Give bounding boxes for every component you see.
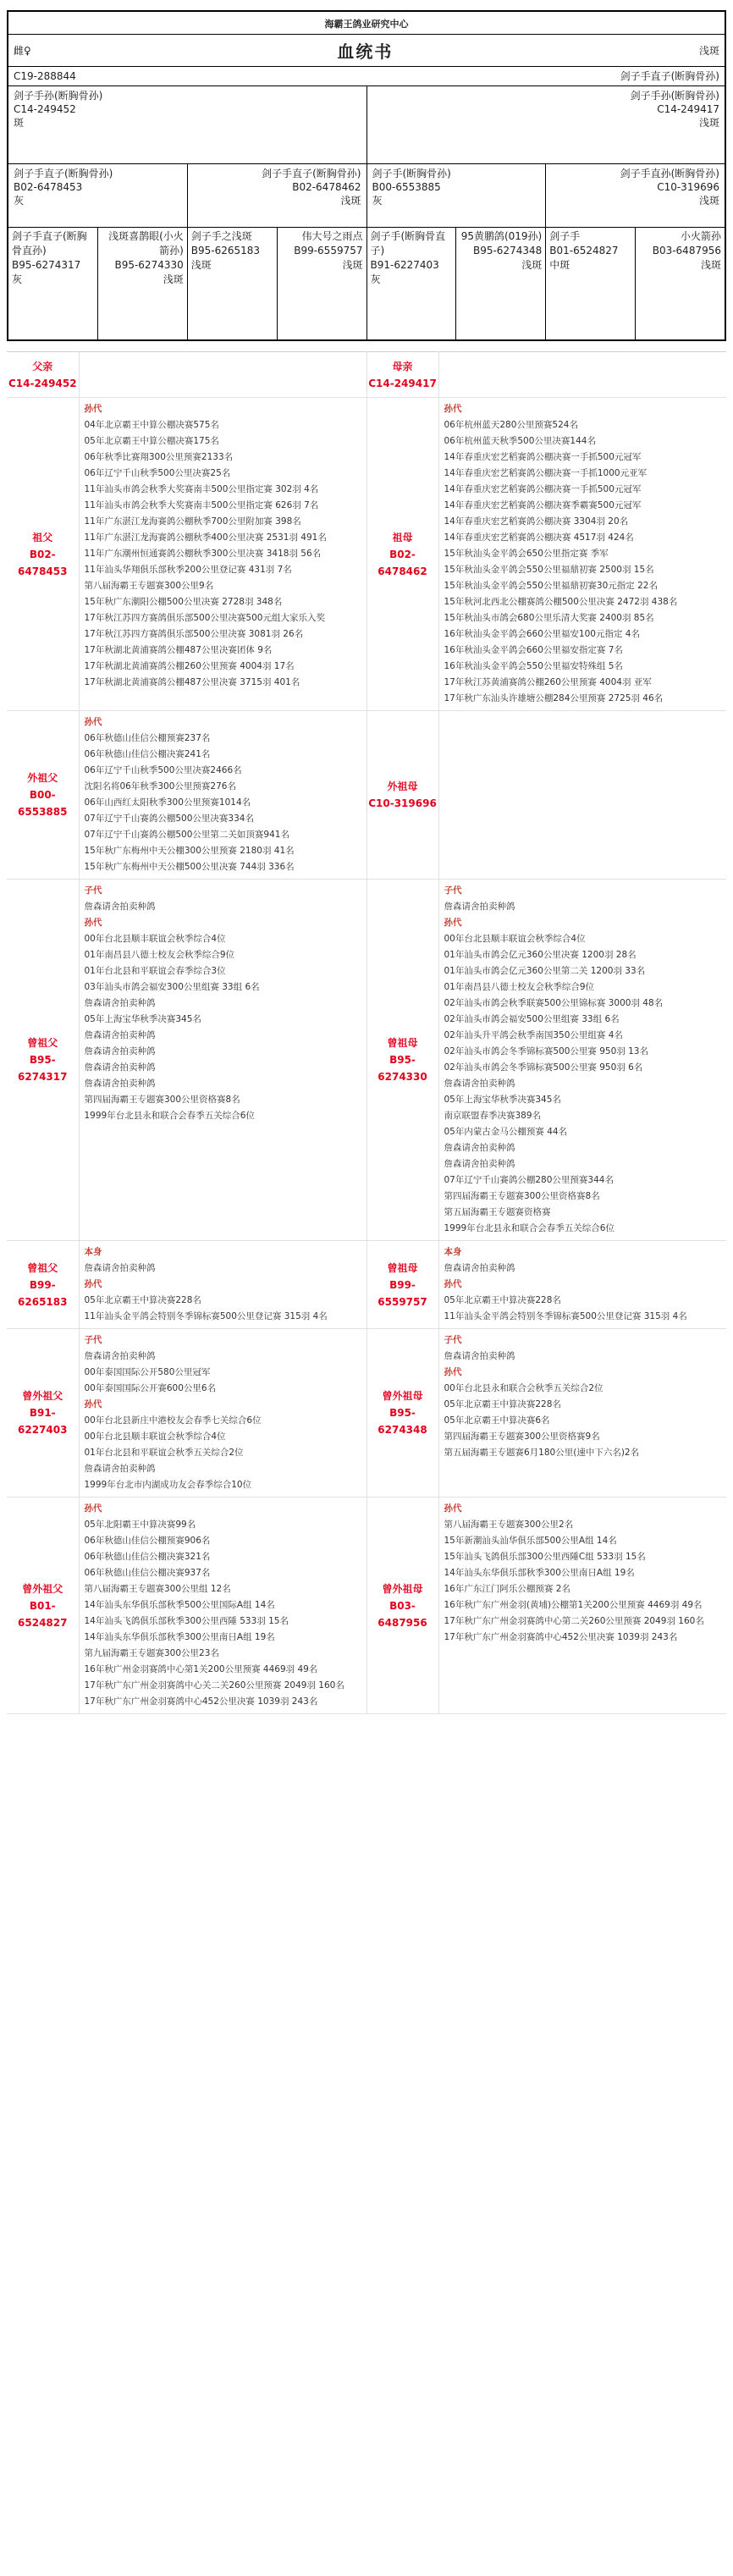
ancestor-ring: B95-6274317 bbox=[18, 1054, 68, 1083]
race-record: 07年辽宁千山赛鸽公棚280公里预赛344名 bbox=[444, 1175, 614, 1185]
race-record: 03年汕头市鸽会福安300公里组赛 33组 6名 bbox=[84, 982, 260, 992]
race-record: 詹森请舍拍卖种鸽 bbox=[84, 1464, 156, 1474]
race-record: 14年春重庆宏艺稻赛鸽公棚决赛季霸赛500元冠军 bbox=[444, 500, 642, 510]
ancestor-ring: B95-6274348 bbox=[472, 245, 543, 256]
ancestor-label: 曾外祖父 bbox=[22, 1390, 63, 1402]
page-title: 血统书 bbox=[337, 41, 394, 62]
ancestor-row bbox=[7, 1329, 726, 1498]
race-record: 14年春重庆宏艺稻赛鸽公棚决赛 3304羽 20名 bbox=[444, 516, 629, 527]
title-bar bbox=[8, 35, 725, 66]
race-record: 00年台北县新庄中港校友会春季七关综合6位 bbox=[84, 1415, 262, 1426]
race-records bbox=[438, 880, 726, 1241]
race-record: 02年汕头市鸽会冬季锦标赛500公里赛 950羽 13名 bbox=[444, 1046, 648, 1056]
race-record: 06年山西红太阳秋季300公里预赛1014名 bbox=[84, 797, 251, 808]
ancestor-ring: B91-6227403 bbox=[18, 1407, 68, 1436]
race-record: 02年汕头市鸽会福安500公里组赛 33组 6名 bbox=[444, 1014, 620, 1024]
race-record: 17年秋广东广州金羽赛鸽中心第二关260公里预赛 2049羽 160名 bbox=[444, 1616, 704, 1626]
race-record: 14年春重庆宏艺稻赛鸽公棚决赛 4517羽 424名 bbox=[444, 532, 634, 543]
g3-cell bbox=[366, 164, 546, 227]
sex-label: 雌♀ bbox=[14, 45, 31, 57]
ancestor-color: 浅斑 bbox=[163, 273, 184, 285]
race-record: 15年秋汕头金平鸽会550公里福鼎初赛30元指定 22名 bbox=[444, 581, 658, 591]
race-record: 11年汕头金平鸽会特别冬季锦标赛500公里登记赛 315羽 4名 bbox=[84, 1311, 328, 1321]
mother-ring: C14-249417 bbox=[368, 377, 437, 389]
ancestor-label: 曾祖父 bbox=[27, 1261, 58, 1274]
race-record: 詹森请舍拍卖种鸽 bbox=[84, 1078, 156, 1089]
ancestor-name: 浅斑喜鹊眼(小火箭孙) bbox=[108, 230, 184, 256]
ancestor-label-cell bbox=[7, 880, 79, 1241]
ancestor-ring: B03-6487956 bbox=[378, 1599, 427, 1629]
race-record: 05年北京霸王中算决赛228名 bbox=[444, 1295, 561, 1305]
record-section-heading: 本身 bbox=[84, 1247, 102, 1257]
ancestor-ring: B02-6478453 bbox=[14, 181, 83, 193]
ancestor-label-cell bbox=[366, 1329, 438, 1498]
race-record: 07年辽宁千山赛鸽公棚500公里第二关如顶赛941名 bbox=[84, 830, 289, 840]
ancestor-label-cell bbox=[366, 880, 438, 1241]
dam-name: 剑子手孙(断胸骨孙) bbox=[630, 90, 719, 102]
race-record: 05年上海宝华秋季决赛345名 bbox=[84, 1014, 201, 1024]
g3-cell bbox=[187, 164, 366, 227]
record-section-heading: 子代 bbox=[444, 885, 462, 896]
ancestor-label-cell bbox=[7, 1241, 79, 1329]
ancestor-color: 浅斑 bbox=[698, 195, 719, 207]
race-record: 1999年台北县永和联合会春季五关综合6位 bbox=[84, 1111, 255, 1121]
race-record: 1999年台北县永和联合会春季五关综合6位 bbox=[444, 1223, 615, 1233]
performance-table bbox=[7, 351, 726, 1714]
g3-cell bbox=[545, 164, 725, 227]
race-records bbox=[79, 1329, 366, 1498]
ancestor-label: 曾祖母 bbox=[387, 1261, 418, 1274]
race-record: 15年秋汕头市鸽会680公里乐清大奖赛 2400羽 85名 bbox=[444, 613, 654, 623]
ancestor-name: 剑子手(断胸骨孙) bbox=[372, 168, 451, 179]
father-ring: C14-249452 bbox=[8, 377, 77, 389]
race-record: 11年汕头市鸽会秋季大奖赛南丰500公里指定赛 626羽 7名 bbox=[84, 500, 319, 510]
race-record: 17年秋湖北黄浦赛鸽公棚487公里决赛团体 9名 bbox=[84, 645, 273, 655]
ancestor-ring: B91-6227403 bbox=[370, 259, 439, 271]
ancestor-color: 浅斑 bbox=[190, 259, 212, 271]
ancestor-ring: B01-6524827 bbox=[549, 245, 619, 256]
ancestor-ring: B95-6265183 bbox=[190, 245, 261, 256]
race-record: 沈阳名将06年秋季300公里预赛276名 bbox=[84, 781, 236, 792]
ancestor-row bbox=[7, 880, 726, 1241]
record-section-heading: 孙代 bbox=[444, 404, 462, 414]
ancestor-label: 外祖父 bbox=[27, 772, 58, 784]
ancestor-label: 曾外祖父 bbox=[22, 1582, 63, 1595]
mother-label: 母亲 bbox=[392, 360, 413, 372]
race-record: 00年泰国国际公开580公里冠军 bbox=[84, 1367, 211, 1377]
race-record: 06年秋季比赛翔300公里预赛2133名 bbox=[84, 452, 234, 462]
ancestor-label: 祖母 bbox=[392, 531, 413, 543]
race-record: 02年汕头市鸽会冬季锦标赛500公里赛 950羽 6名 bbox=[444, 1062, 643, 1073]
race-record: 01年台北县和平联谊会春季综合3位 bbox=[84, 966, 226, 976]
race-record: 05年北阳霸王中算决赛99名 bbox=[84, 1520, 196, 1530]
father-label-cell bbox=[7, 352, 79, 398]
ancestor-ring: B01-6524827 bbox=[18, 1599, 68, 1629]
ancestor-ring: C10-319696 bbox=[657, 181, 719, 193]
race-record: 06年杭州蓝天秋季500公里决赛144名 bbox=[444, 436, 596, 446]
ancestor-row bbox=[7, 398, 726, 711]
race-record: 15年汕头飞鸽俱乐部300公里西陲C组 533羽 15名 bbox=[444, 1552, 646, 1562]
race-record: 16年秋广东广州金羽(黄埔)公棚第1关200公里预赛 4469羽 49名 bbox=[444, 1600, 703, 1610]
ancestor-ring: B03-6487956 bbox=[652, 245, 721, 256]
sire-ring: C14-249452 bbox=[14, 103, 76, 115]
race-record: 詹森请舍拍卖种鸽 bbox=[84, 902, 156, 912]
race-record: 05年上海宝华秋季决赛345名 bbox=[444, 1095, 561, 1105]
race-record: 第八届海霸王专题赛300公里组 12名 bbox=[84, 1584, 231, 1594]
bird-ring: C19-288844 bbox=[14, 70, 76, 82]
race-record: 16年秋汕头金平鸽会660公里福安指定赛 7名 bbox=[444, 645, 623, 655]
race-records bbox=[79, 880, 366, 1241]
race-record: 17年秋湖北黄浦赛鸽公棚487公里决赛 3715羽 401名 bbox=[84, 677, 300, 687]
ancestor-ring: B02-6478462 bbox=[292, 181, 361, 193]
race-record: 17年秋江苏四方赛鸽俱乐部500公里决赛 3081羽 26名 bbox=[84, 629, 304, 639]
race-record: 詹森请舍拍卖种鸽 bbox=[444, 902, 515, 912]
race-records bbox=[79, 1498, 366, 1714]
race-record: 15年秋汕头金平鸽会650公里指定赛 季军 bbox=[444, 549, 609, 559]
race-record: 17年秋广东广州金羽赛鸽中心452公里决赛 1039羽 243名 bbox=[444, 1632, 678, 1642]
race-record: 05年北京霸王中算决赛6名 bbox=[444, 1415, 550, 1426]
ancestor-ring: B02-6478453 bbox=[18, 548, 68, 577]
g4-cell bbox=[277, 228, 366, 339]
race-record: 04年北京霸王中算公棚决赛575名 bbox=[84, 420, 219, 430]
race-record: 14年汕头飞鸽俱乐部秋季300公里西陲 533羽 15名 bbox=[84, 1616, 289, 1626]
race-record: 15年秋广东梅州中天公棚300公里预赛 2180羽 41名 bbox=[84, 846, 295, 856]
ancestor-label: 曾祖父 bbox=[27, 1037, 58, 1049]
race-record: 11年汕头市鸽会秋季大奖赛南丰500公里指定赛 302羽 4名 bbox=[84, 484, 319, 494]
race-record: 06年秋德山佳信公棚决赛321名 bbox=[84, 1552, 211, 1562]
race-record: 06年杭州蓝天280公里预赛524名 bbox=[444, 420, 578, 430]
race-record: 14年汕头东华俱乐部秋季300公里南日A组 19名 bbox=[84, 1632, 275, 1642]
father-label: 父亲 bbox=[32, 360, 53, 372]
race-record: 詹森请舍拍卖种鸽 bbox=[84, 1062, 156, 1073]
race-record: 11年广东潮州恒通赛鸽公棚秋季300公里决赛 3418羽 56名 bbox=[84, 549, 322, 559]
g4-cell bbox=[187, 228, 277, 339]
record-section-heading: 孙代 bbox=[84, 717, 102, 727]
race-record: 14年春重庆宏艺稻赛鸽公棚决赛一手抓500元冠军 bbox=[444, 452, 642, 462]
race-record: 05年北京霸王中算决赛228名 bbox=[444, 1399, 561, 1409]
g4-cell bbox=[545, 228, 635, 339]
race-record: 06年秋德山佳信公棚决赛937名 bbox=[84, 1568, 211, 1578]
race-record: 16年秋广州金羽赛鸽中心第1关200公里预赛 4469羽 49名 bbox=[84, 1664, 318, 1674]
record-section-heading: 本身 bbox=[444, 1247, 462, 1257]
race-records bbox=[79, 398, 366, 711]
ancestor-ring: B99-6559757 bbox=[294, 245, 363, 256]
race-record: 07年辽宁千山赛鸽公棚500公里决赛334名 bbox=[84, 814, 254, 824]
race-records bbox=[438, 1498, 726, 1714]
race-record: 14年春重庆宏艺稻赛鸽公棚决赛一手抓500元冠军 bbox=[444, 484, 642, 494]
ancestor-ring: B95-6274330 bbox=[114, 259, 184, 271]
ancestor-color: 灰 bbox=[14, 195, 25, 207]
race-record: 第五届海霸王专题赛6月180公里(速中下六名)2名 bbox=[444, 1448, 640, 1458]
race-record: 第四届海霸王专题赛300公里资格赛8名 bbox=[444, 1191, 600, 1201]
race-record: 11年汕头华翔俱乐部秋季200公里登记赛 431羽 7名 bbox=[84, 565, 292, 575]
sire-color: 斑 bbox=[14, 117, 25, 129]
ancestor-color: 浅斑 bbox=[340, 195, 361, 207]
ancestor-ring: B00-6553885 bbox=[372, 181, 441, 193]
race-record: 11年广东湛江龙海赛鸽公棚秋季700公里附加赛 398名 bbox=[84, 516, 301, 527]
race-record: 00年台北县顺丰联谊会秋季综合4位 bbox=[444, 934, 586, 944]
race-record: 詹森请舍拍卖种鸽 bbox=[444, 1159, 515, 1169]
race-record: 17年秋广东广州金羽赛鸽中心452公里决赛 1039羽 243名 bbox=[84, 1696, 318, 1707]
ancestor-color: 灰 bbox=[370, 273, 381, 285]
race-record: 詹森请舍拍卖种鸽 bbox=[444, 1351, 515, 1361]
record-section-heading: 孙代 bbox=[84, 1279, 102, 1289]
ancestor-label-cell bbox=[7, 711, 79, 880]
race-record: 17年秋湖北黄浦赛鸽公棚260公里预赛 4004羽 17名 bbox=[84, 661, 295, 671]
ancestor-color: 浅斑 bbox=[342, 259, 363, 271]
ancestor-label: 曾外祖母 bbox=[382, 1390, 423, 1402]
ancestor-label-cell bbox=[366, 1498, 438, 1714]
ancestor-label: 曾祖母 bbox=[387, 1037, 418, 1049]
record-section-heading: 子代 bbox=[444, 1335, 462, 1345]
race-record: 01年汕头市鸽会亿元360公里决赛 1200羽 28名 bbox=[444, 950, 637, 960]
ancestor-row bbox=[7, 1498, 726, 1714]
ancestor-label-cell bbox=[7, 1329, 79, 1498]
race-record: 詹森请舍拍卖种鸽 bbox=[444, 1143, 515, 1153]
race-records bbox=[438, 711, 726, 880]
race-record: 00年台北县顺丰联谊会秋季综合4位 bbox=[84, 934, 226, 944]
g4-cell bbox=[455, 228, 545, 339]
race-record: 06年秋德山佳信公棚预赛906名 bbox=[84, 1536, 211, 1546]
ancestor-name: 剑子手直子(断胸骨孙) bbox=[262, 168, 361, 179]
ancestor-label-cell bbox=[366, 398, 438, 711]
race-record: 14年春重庆宏艺稻赛鸽公棚决赛一手抓1000元亚军 bbox=[444, 468, 648, 478]
race-record: 15年新潮汕头汕华俱乐部500公里A组 14名 bbox=[444, 1536, 617, 1546]
race-record: 第八届海霸王专题赛300公里9名 bbox=[84, 581, 214, 591]
record-section-heading: 子代 bbox=[84, 885, 102, 896]
race-record: 15年秋广东潮阳公棚500公里决赛 2728羽 348名 bbox=[84, 597, 283, 607]
record-section-heading: 孙代 bbox=[444, 1279, 462, 1289]
father-records bbox=[79, 352, 366, 398]
ancestor-name: 95黄鹏鸽(019孙) bbox=[460, 230, 543, 242]
race-record: 01年南昌县八德士校友会秋季综合9位 bbox=[84, 950, 235, 960]
race-record: 00年泰国国际公开赛600公里6名 bbox=[84, 1383, 217, 1393]
ancestor-ring: B95-6274317 bbox=[12, 259, 81, 271]
race-record: 詹森请舍拍卖种鸽 bbox=[444, 1263, 515, 1273]
record-section-heading: 孙代 bbox=[84, 918, 102, 928]
ancestor-label-cell bbox=[366, 711, 438, 880]
g4-cell bbox=[8, 228, 97, 339]
ancestor-color: 浅斑 bbox=[700, 259, 721, 271]
ancestor-ring: C10-319696 bbox=[368, 797, 437, 809]
race-record: 11年汕头金平鸽会特别冬季锦标赛500公里登记赛 315羽 4名 bbox=[444, 1311, 687, 1321]
race-record: 第四届海霸王专题赛300公里资格赛8名 bbox=[84, 1095, 240, 1105]
race-record: 17年秋广东广州金羽赛鸽中心关二关260公里预赛 2049羽 160名 bbox=[84, 1680, 344, 1691]
ancestor-color: 浅斑 bbox=[521, 259, 543, 271]
ancestor-label-cell bbox=[7, 1498, 79, 1714]
ancestor-label: 曾外祖母 bbox=[382, 1582, 423, 1595]
ancestor-row bbox=[7, 1241, 726, 1329]
ancestor-label-cell bbox=[366, 1241, 438, 1329]
ancestor-color: 中斑 bbox=[549, 259, 570, 271]
record-section-heading: 孙代 bbox=[84, 404, 102, 414]
bird-sire-name: 剑子手直子(断胸骨孙) bbox=[620, 70, 719, 82]
race-record: 詹森请舍拍卖种鸽 bbox=[84, 1351, 156, 1361]
ancestor-ring: B02-6478462 bbox=[378, 548, 427, 577]
bird-color: 浅斑 bbox=[698, 45, 719, 57]
g4-cell bbox=[97, 228, 187, 339]
ancestor-ring: B95-6274348 bbox=[378, 1407, 427, 1436]
race-record: 05年北京霸王中算公棚决赛175名 bbox=[84, 436, 219, 446]
race-record: 06年秋德山佳信公棚预赛237名 bbox=[84, 733, 211, 743]
race-record: 詹森请舍拍卖种鸽 bbox=[84, 1046, 156, 1056]
race-record: 06年辽宁千山秋季500公里决赛2466名 bbox=[84, 765, 242, 775]
ancestor-color: 灰 bbox=[372, 195, 383, 207]
record-section-heading: 孙代 bbox=[84, 1399, 102, 1409]
race-records bbox=[79, 1241, 366, 1329]
ancestor-name: 剑子手之浅斑 bbox=[190, 230, 252, 242]
record-section-heading: 孙代 bbox=[444, 1367, 462, 1377]
g4-cell bbox=[366, 228, 456, 339]
race-record: 詹森请舍拍卖种鸽 bbox=[84, 998, 156, 1008]
ancestor-label: 外祖母 bbox=[387, 781, 418, 792]
race-record: 15年秋河北西北公棚赛鸽公棚500公里决赛 2472羽 438名 bbox=[444, 597, 678, 607]
race-record: 詹森请舍拍卖种鸽 bbox=[444, 1078, 515, 1089]
race-record: 05年内蒙古金马公棚预赛 44名 bbox=[444, 1127, 568, 1137]
race-record: 14年汕头东华俱乐部秋季500公里国际A组 14名 bbox=[84, 1600, 275, 1610]
pedigree-chart bbox=[7, 10, 726, 341]
bird-row bbox=[8, 67, 725, 85]
race-record: 11年广东湛江龙海赛鸽公棚秋季400公里决赛 2531羽 491名 bbox=[84, 532, 327, 543]
ancestor-name: 剑子手直子(断胸骨孙) bbox=[14, 168, 113, 179]
record-section-heading: 孙代 bbox=[84, 1503, 102, 1514]
race-record: 15年秋汕头金平鸽会550公里福鼎初赛 2500羽 15名 bbox=[444, 565, 654, 575]
g4-cell bbox=[635, 228, 725, 339]
race-record: 01年台北县和平联谊会秋季五关综合2位 bbox=[84, 1448, 244, 1458]
race-records bbox=[79, 711, 366, 880]
ancestor-name: 剑子手 bbox=[549, 230, 581, 242]
race-record: 15年秋广东梅州中天公棚500公里决赛 744羽 336名 bbox=[84, 862, 295, 872]
dam-color: 浅斑 bbox=[698, 117, 719, 129]
race-record: 17年秋江苏四方赛鸽俱乐部500公里决赛500元组大家乐入奖 bbox=[84, 613, 325, 623]
race-record: 第五届海霸王专题赛资格赛 bbox=[444, 1207, 551, 1217]
ancestor-name: 剑子手直子(断胸骨直孙) bbox=[12, 230, 87, 256]
race-record: 06年辽宁千山秋季500公里决赛25名 bbox=[84, 468, 231, 478]
ancestor-ring: B99-6265183 bbox=[18, 1278, 68, 1308]
sire-cell bbox=[8, 86, 366, 163]
race-record: 01年南昌县八德士校友会秋季综合9位 bbox=[444, 982, 595, 992]
ancestor-name: 小火箭孙 bbox=[680, 230, 721, 242]
ancestor-name: 伟大号之雨点 bbox=[301, 230, 363, 242]
dam-cell bbox=[366, 86, 725, 163]
ancestor-name: 剑子手直孙(断胸骨孙) bbox=[620, 168, 719, 179]
race-record: 02年汕头升平鸽会秋季南国350公里组赛 4名 bbox=[444, 1030, 623, 1040]
mother-label-cell bbox=[366, 352, 438, 398]
record-section-heading: 孙代 bbox=[444, 918, 462, 928]
race-record: 06年秋德山佳信公棚决赛241名 bbox=[84, 749, 211, 759]
race-record: 16年秋汕头金平鸽会550公里福安特殊组 5名 bbox=[444, 661, 623, 671]
ancestor-ring: B95-6274330 bbox=[378, 1054, 427, 1083]
org-name: 海霸王鸽业研究中心 bbox=[324, 19, 409, 30]
race-records bbox=[438, 1241, 726, 1329]
race-records bbox=[438, 398, 726, 711]
race-record: 17年秋广东汕头许雄塘公棚284公里预赛 2725羽 46名 bbox=[444, 693, 664, 703]
race-record: 詹森请舍拍卖种鸽 bbox=[84, 1030, 156, 1040]
race-record: 00年台北县顺丰联谊会秋季综合4位 bbox=[84, 1431, 226, 1442]
race-record: 05年北京霸王中算决赛228名 bbox=[84, 1295, 201, 1305]
record-section-heading: 子代 bbox=[84, 1335, 102, 1345]
race-record: 16年秋汕头金平鸽会660公里福安100元指定 4名 bbox=[444, 629, 640, 639]
race-record: 01年汕头市鸽会亿元360公里第二关 1200羽 33名 bbox=[444, 966, 646, 976]
ancestor-ring: B00-6553885 bbox=[18, 789, 68, 818]
ancestor-name: 剑子手(断胸骨直子) bbox=[370, 230, 446, 256]
mother-records bbox=[438, 352, 726, 398]
race-record: 17年秋江苏黄浦赛鸽公棚260公里预赛 4004羽 亚军 bbox=[444, 677, 652, 687]
ancestor-ring: B99-6559757 bbox=[378, 1278, 427, 1308]
race-record: 第九届海霸王专题赛300公里23名 bbox=[84, 1648, 219, 1658]
g3-cell bbox=[8, 164, 187, 227]
ancestor-row bbox=[7, 711, 726, 880]
ancestor-label-cell bbox=[7, 398, 79, 711]
record-section-heading: 孙代 bbox=[444, 1503, 462, 1514]
race-records bbox=[438, 1329, 726, 1498]
race-record: 1999年台北市内湖成功友会春季综合10位 bbox=[84, 1480, 252, 1490]
race-record: 第八届海霸王专题赛300公里2名 bbox=[444, 1520, 574, 1530]
dam-ring: C14-249417 bbox=[657, 103, 719, 115]
race-record: 14年汕头东华俱乐部秋季300公里南日A组 19名 bbox=[444, 1568, 635, 1578]
parents-row bbox=[7, 352, 726, 398]
sire-name: 剑子手孙(断胸骨孙) bbox=[14, 90, 103, 102]
race-record: 第四届海霸王专题赛300公里资格赛9名 bbox=[444, 1431, 600, 1442]
race-record: 00年台北县永和联合会秋季五关综合2位 bbox=[444, 1383, 603, 1393]
ancestor-label: 祖父 bbox=[32, 531, 53, 543]
ancestor-color: 灰 bbox=[12, 273, 23, 285]
race-record: 南京联盟春季决赛389名 bbox=[444, 1111, 542, 1121]
race-record: 詹森请舍拍卖种鸽 bbox=[84, 1263, 156, 1273]
race-record: 02年汕头市鸽会秋季联赛500公里锦标赛 3000羽 48名 bbox=[444, 998, 664, 1008]
race-record: 16年广东江门阿乐公棚预赛 2名 bbox=[444, 1584, 570, 1594]
